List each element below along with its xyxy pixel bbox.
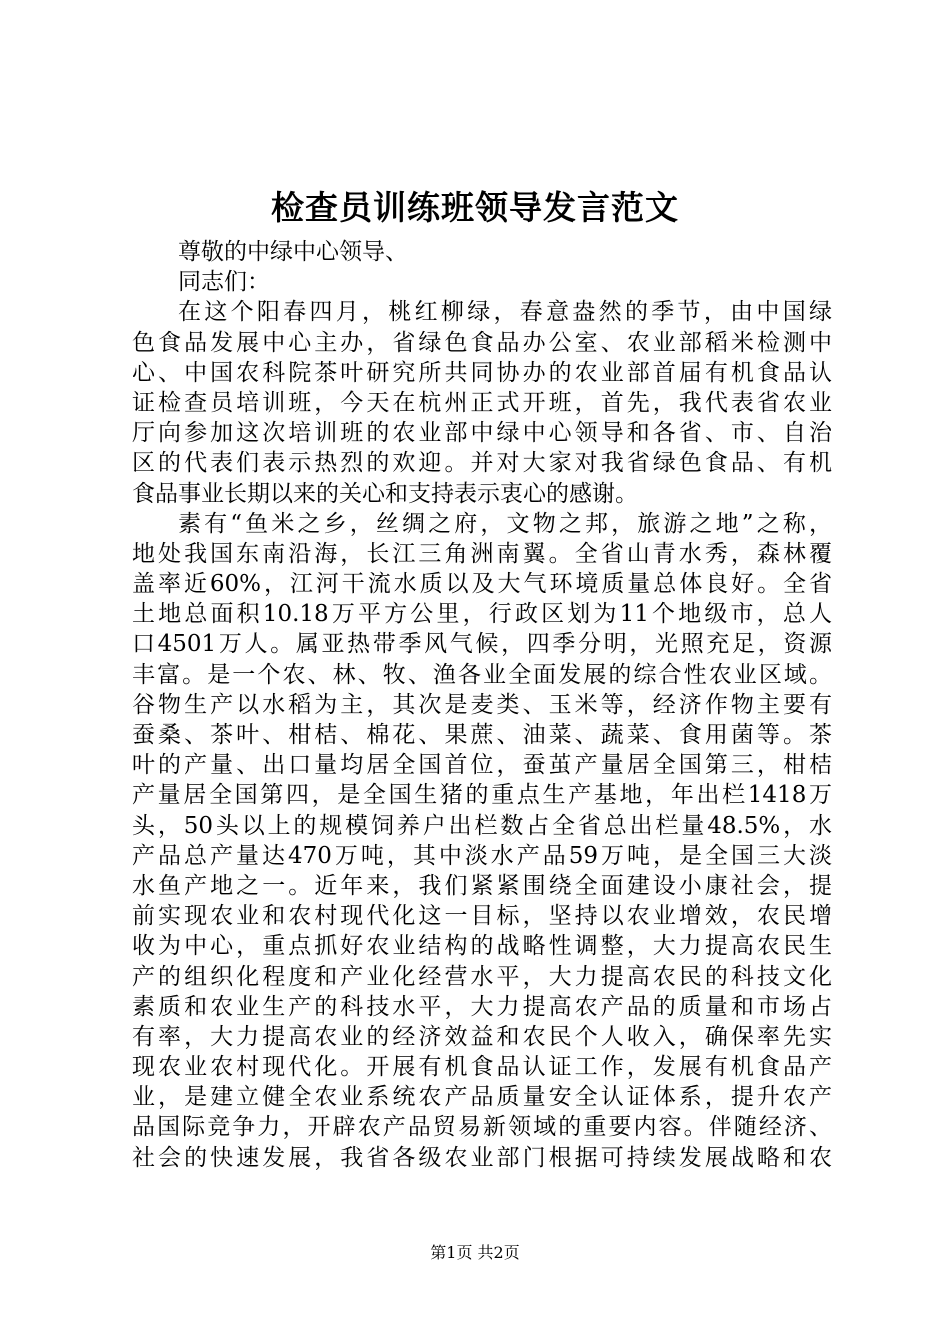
body-line: 谷物生产以水稻为主，其次是麦类、玉米等，经济作物主要有 <box>132 691 832 718</box>
body-line: 素质和农业生产的科技水平，大力提高农产品的质量和市场占 <box>132 993 832 1020</box>
body-line: 水鱼产地之一。近年来，我们紧紧围绕全面建设小康社会，提 <box>132 872 832 899</box>
body-line: 品国际竞争力，开辟农产品贸易新领域的重要内容。伴随经济、 <box>132 1114 832 1141</box>
body-line: 蚕桑、茶叶、柑桔、棉花、果蔗、油菜、蔬菜、食用菌等。茶 <box>132 722 832 748</box>
body-line: 社会的快速发展，我省各级农业部门根据可持续发展战略和农 <box>132 1144 832 1171</box>
greeting-line: 同志们： <box>178 269 270 296</box>
body-line: 口4501万人。属亚热带季风气候，四季分明，光照充足，资源 <box>132 631 832 658</box>
body-line: 盖率近60%，江河干流水质以及大气环境质量总体良好。全省 <box>132 571 832 598</box>
body-line: 素有“鱼米之乡，丝绸之府，文物之邦，旅游之地”之称， <box>178 510 832 537</box>
page-number-footer: 第1页 共2页 <box>430 1243 520 1262</box>
body-line: 食品事业长期以来的关心和支持表示衷心的感谢。 <box>132 480 638 507</box>
body-line: 前实现农业和农村现代化这一目标，坚持以农业增效，农民增 <box>132 903 832 930</box>
body-line: 丰富。是一个农、林、牧、渔各业全面发展的综合性农业区域。 <box>132 661 832 688</box>
body-line: 产的组织化程度和产业化经营水平，大力提高农民的科技文化 <box>132 963 832 990</box>
body-line: 区的代表们表示热烈的欢迎。并对大家对我省绿色食品、有机 <box>132 450 832 477</box>
body-line: 证检查员培训班，今天在杭州正式开班，首先，我代表省农业 <box>132 389 832 416</box>
body-line: 色食品发展中心主办，省绿色食品办公室、农业部稻米检测中 <box>132 329 832 356</box>
body-line: 心、中国农科院茶叶研究所共同协办的农业部首届有机食品认 <box>132 359 832 386</box>
body-line: 在这个阳春四月，桃红柳绿，春意盎然的季节，由中国绿 <box>178 299 832 326</box>
body-line: 土地总面积10.18万平方公里，行政区划为11个地级市，总人 <box>132 601 832 628</box>
body-line: 产品总产量达470万吨，其中淡水产品59万吨，是全国三大淡 <box>132 842 832 869</box>
body-line: 现农业农村现代化。开展有机食品认证工作，发展有机食品产 <box>132 1054 832 1081</box>
document-title: 检查员训练班领导发言范文 <box>271 188 679 227</box>
body-line: 有率，大力提高农业的经济效益和农民个人收入，确保率先实 <box>132 1023 832 1050</box>
body-line: 产量居全国第四，是全国生猪的重点生产基地，年出栏1418万 <box>132 782 832 809</box>
greeting-line: 尊敬的中绿中心领导、 <box>178 239 408 265</box>
body-line: 厅向参加这次培训班的农业部中绿中心领导和各省、市、自治 <box>132 420 832 447</box>
document-body <box>132 237 832 1173</box>
body-line: 叶的产量、出口量均居全国首位，蚕茧产量居全国第三，柑桔 <box>132 752 832 779</box>
body-line: 地处我国东南沿海，长江三角洲南翼。全省山青水秀，森林覆 <box>132 540 832 567</box>
body-line: 业，是建立健全农业系统农产品质量安全认证体系，提升农产 <box>132 1084 832 1111</box>
body-line: 收为中心，重点抓好农业结构的战略性调整，大力提高农民生 <box>132 933 832 960</box>
body-line: 头，50头以上的规模饲养户出栏数占全省总出栏量48.5%，水 <box>132 812 832 839</box>
